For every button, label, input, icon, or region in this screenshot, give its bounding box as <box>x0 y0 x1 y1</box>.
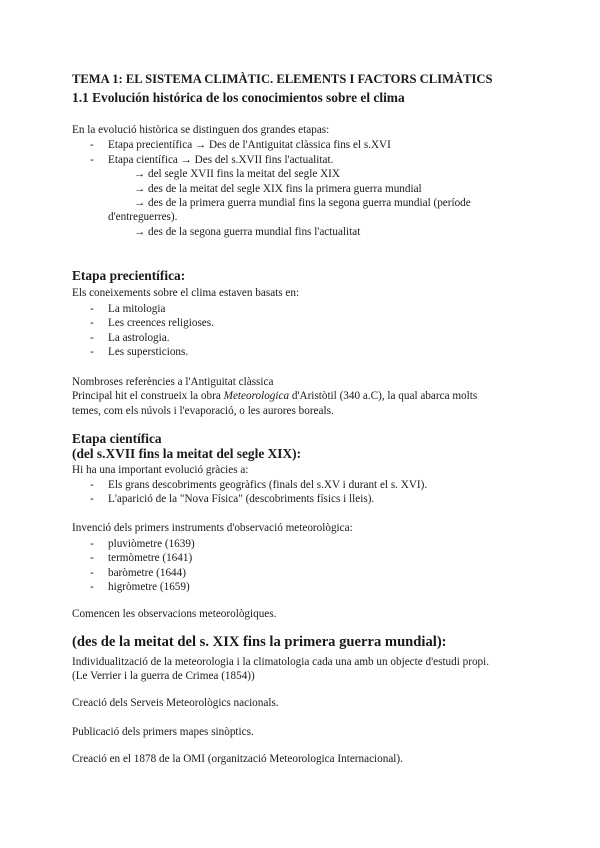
bullet-dash: - <box>90 552 94 564</box>
bullet-dash: - <box>90 567 94 579</box>
list-item: Etapa precientífica → Des de l'Antiguitat clàssica fins el s.XVI <box>108 139 391 151</box>
section-lead: Els coneixements sobre el clima estaven basats en: <box>72 287 300 299</box>
paragraph: Publicació dels primers mapes sinòptics. <box>72 726 254 738</box>
page-subtitle: 1.1 Evolución histórica de los conocimientos sobre el clima <box>72 90 405 105</box>
bullet-dash: - <box>90 317 94 329</box>
list-item: Etapa científica → Des del s.XVII fins l'actualitat. <box>108 154 334 166</box>
list-item: higròmetre (1659) <box>108 581 190 593</box>
section-heading-meitat: (des de la meitat del s. XIX fins la primera guerra mundial): <box>72 634 447 650</box>
bullet-dash: - <box>90 581 94 593</box>
page-title: TEMA 1: EL SISTEMA CLIMÀTIC. ELEMENTS I FACTORS CLIMÀTICS <box>72 72 493 86</box>
intro-lead: En la evolució històrica se distinguen dos grandes etapas: <box>72 124 330 136</box>
paragraph: Creació en el 1878 de la OMI (organització Meteorologica Internacional). <box>72 753 403 765</box>
paragraph: temes, com els núvols i l'evaporació, o les aurores boreals. <box>72 405 334 417</box>
list-item: L'aparició de la "Nova Física" (descobriments físics i lleis). <box>108 493 375 505</box>
list-item: pluviòmetre (1639) <box>108 538 195 550</box>
list-item: Les creences religioses. <box>108 317 214 329</box>
section-lead: Hi ha una important evolució gràcies a: <box>72 464 249 476</box>
bullet-dash: - <box>90 303 94 315</box>
bullet-dash: - <box>90 538 94 550</box>
bullet-dash: - <box>90 479 94 491</box>
list-item: termòmetre (1641) <box>108 552 193 564</box>
list-item: La mitologia <box>108 303 166 315</box>
paragraph: Principal hit el construeix la obra Meteorologica d'Aristòtil (340 a.C), la qual abarca molts <box>72 390 478 402</box>
paragraph: Invenció dels primers instruments d'observació meteorològica: <box>72 522 353 534</box>
paragraph: Individualització de la meteorologia i la climatologia cada una amb un objecte d'estudi propi. <box>72 656 490 668</box>
section-heading-cientifica: Etapa científica <box>72 431 162 446</box>
list-item: Les supersticions. <box>108 346 189 358</box>
list-item: Els grans descobriments geogràfics (finals del s.XV i durant el s. XVI). <box>108 479 428 491</box>
paragraph: Comencen les observacions meteorològiques. <box>72 608 277 620</box>
bullet-dash: - <box>90 493 94 505</box>
section-heading-precientifica: Etapa precientífica: <box>72 268 186 283</box>
section-heading-cientifica-period: (del s.XVII fins la meitat del segle XIX): <box>72 446 302 461</box>
sub-item: → del segle XVII fins la meitat del segle XIX <box>134 168 340 180</box>
bullet-dash: - <box>90 154 94 166</box>
sub-item: → des de la primera guerra mundial fins la segona guerra mundial (període <box>134 197 471 209</box>
sub-item: → des de la segona guerra mundial fins l'actualitat <box>134 226 361 238</box>
paragraph: (Le Verrier i la guerra de Crimea (1854)) <box>72 670 255 682</box>
paragraph: Nombroses referències a l'Antiguitat clàssica <box>72 376 274 388</box>
list-item: La astrologia. <box>108 332 170 344</box>
sub-item-continued: d'entreguerres). <box>108 211 178 223</box>
paragraph: Creació dels Serveis Meteorològics nacionals. <box>72 697 279 709</box>
list-item: baròmetre (1644) <box>108 567 186 579</box>
book-title: Meteorologica <box>223 390 290 402</box>
bullet-dash: - <box>90 346 94 358</box>
sub-item: → des de la meitat del segle XIX fins la primera guerra mundial <box>134 183 422 195</box>
bullet-dash: - <box>90 139 94 151</box>
bullet-dash: - <box>90 332 94 344</box>
